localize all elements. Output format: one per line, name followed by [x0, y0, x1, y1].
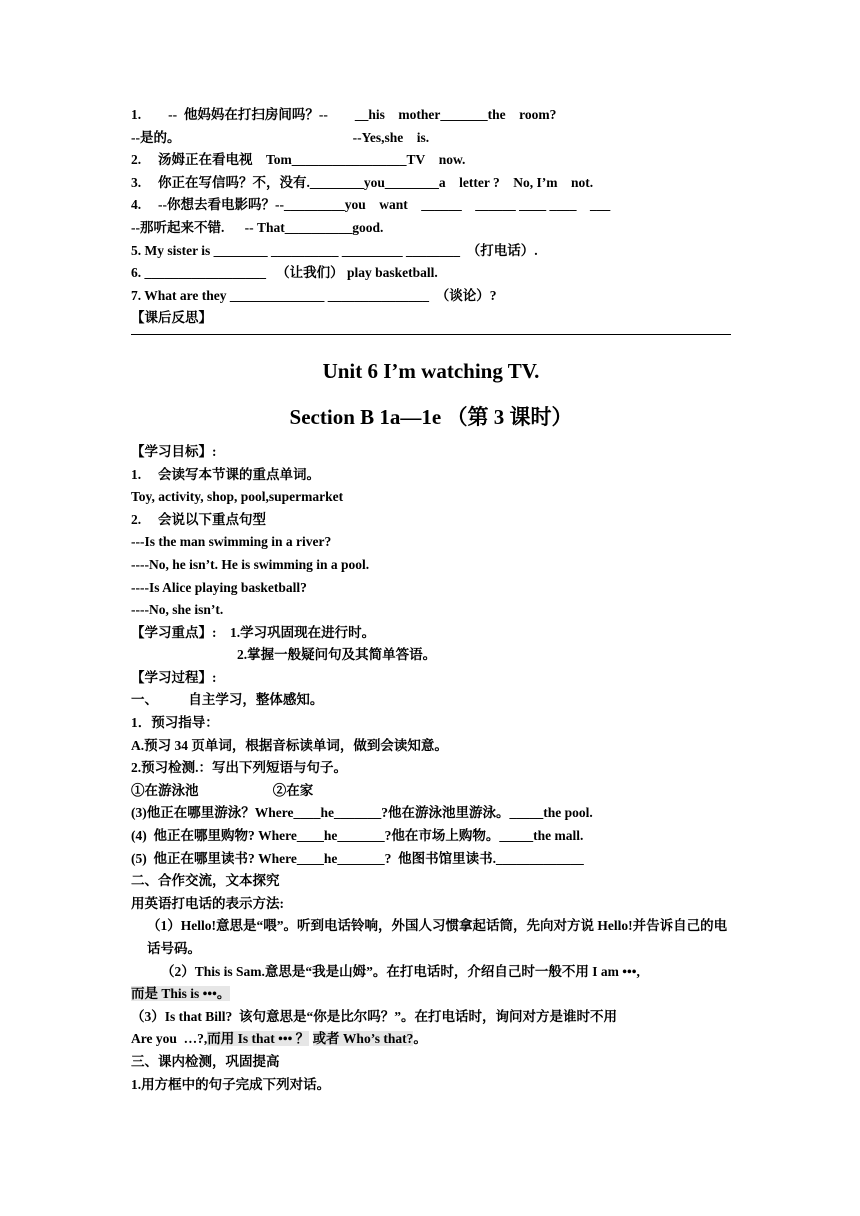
process-line-5: ①在游泳池 ②在家: [131, 782, 314, 798]
highlight-whos-that: 或者 Who’s that?: [312, 1031, 414, 1047]
exercise-line-6: --那听起来不错. -- That__________good.: [131, 219, 384, 235]
process-paragraph-11: （1）Hello!意思是“喂”。听到电话铃响，外国人习惯拿起话筒，先向对方说 Hello!并告诉自己的电话号码。: [147, 918, 728, 956]
exercise-line-9: 7. What are they ______________ _______________ （谈论）?: [131, 287, 497, 303]
process-line-15: 1.用方框中的句子完成下列对话。: [131, 1076, 331, 1092]
sentence-4: ----No, she isn’t.: [131, 602, 224, 618]
exercise-line-7: 5. My sister is ________ __________ _________ ________ （打电话）.: [131, 242, 538, 258]
highlight-this-is: 而是 This is •••。: [131, 986, 231, 1002]
goal-1-words: Toy, activity, shop, pool,supermarket: [131, 489, 344, 505]
period-text: 。: [413, 1031, 427, 1047]
exercise-line-8: 6. __________________ （让我们） play basketball.: [131, 265, 438, 281]
focus-line-1: 【学习重点】: 1.学习巩固现在进行时。: [131, 624, 376, 640]
horizontal-divider: [131, 334, 731, 335]
document-page: [131, 104, 731, 1096]
exercise-line-3: 2. 汤姆正在看电视 Tom_________________TV now.: [131, 152, 466, 168]
process-line-4: 2.预习检测.：写出下列短语与句子。: [131, 760, 347, 776]
process-line-9: 二、合作交流，文本探究: [131, 873, 280, 889]
process-heading: 【学习过程】:: [131, 669, 217, 685]
goals-heading: 【学习目标】:: [131, 443, 217, 459]
sentence-1: ---Is the man swimming in a river?: [131, 534, 332, 550]
process-line-6: (3)他正在哪里游泳？Where____he_______?他在游泳池里游泳。_____the pool.: [131, 805, 593, 821]
process-line-13a: （3）Is that Bill? 该句意思是“你是比尔吗？”。在打电话时，询问对方是谁时不用: [131, 1008, 618, 1024]
exercise-line-4: 3. 你正在写信吗？不，没有.________you________a letter ? No, I’m not.: [131, 174, 594, 190]
process-line-12b: [131, 983, 731, 1006]
process-line-7: (4) 他正在哪里购物? Where____he_______?他在市场上购物。_____the mall.: [131, 828, 584, 844]
process-line-10: 用英语打电话的表示方法:: [131, 895, 284, 911]
unit-title: Unit 6 I’m watching TV.: [322, 358, 540, 383]
sentence-3: ----Is Alice playing basketball?: [131, 579, 307, 595]
section-title: Section B 1a—1e （第 3 课时）: [289, 404, 573, 429]
process-line-12a: （2）This is Sam.意思是“我是山姆”。在打电话时，介绍自己时一般不用 I am •••,: [161, 963, 640, 979]
process-line-1: 一、 自主学习，整体感知。: [131, 692, 324, 708]
sentence-2: ----No, he isn’t. He is swimming in a pool.: [131, 556, 370, 572]
process-line-14: 三、课内检测，巩固提高: [131, 1053, 280, 1069]
reflection-heading: 【课后反思】: [131, 310, 212, 326]
goal-2: 2. 会说以下重点句型: [131, 511, 266, 527]
focus-line-2: 2.掌握一般疑问句及其简单答语。: [237, 647, 437, 663]
goal-1: 1. 会读写本节课的重点单词。: [131, 466, 320, 482]
exercise-line-2: --是的。 --Yes,she is.: [131, 129, 430, 145]
process-line-3: A.预习 34 页单词，根据音标读单词，做到会读知意。: [131, 737, 448, 753]
process-line-8: (5) 他正在哪里读书? Where____he_______? 他图书馆里读书._____________: [131, 850, 584, 866]
process-line-2: 1．预习指导：: [131, 715, 219, 731]
are-you-text: Are you …?,: [131, 1031, 208, 1047]
process-line-13b: [131, 1028, 731, 1051]
exercise-line-1: 1. -- 他妈妈在打扫房间吗？-- __his mother_______the room?: [131, 107, 557, 122]
exercise-line-5: 4. --你想去看电影吗？--_________you want ______ ______ ____ ____ ___: [131, 197, 611, 213]
highlight-is-that: 而用 Is that ••• ？: [207, 1031, 310, 1047]
